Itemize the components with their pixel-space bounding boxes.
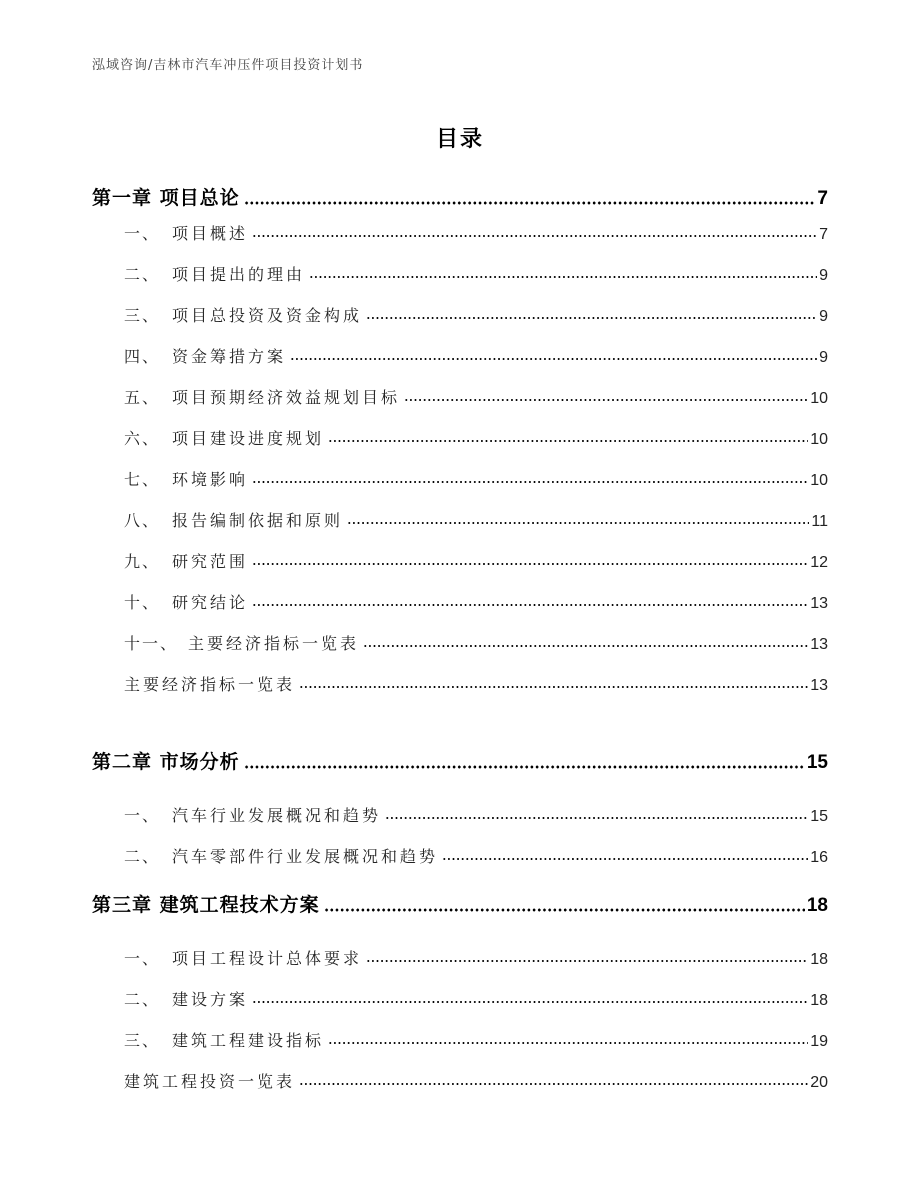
dot-leader — [347, 521, 809, 525]
toc-entry-label: 项目概述 — [172, 224, 249, 243]
toc-entry[interactable] — [0, 839, 920, 867]
toc-page-number: 13 — [810, 595, 828, 612]
toc-page-number: 15 — [810, 808, 828, 825]
dot-leader — [299, 1082, 808, 1086]
dot-leader — [299, 685, 808, 689]
toc-page-number: 16 — [810, 849, 828, 866]
toc-entry[interactable] — [0, 626, 920, 654]
dot-leader — [290, 357, 817, 361]
toc-entry-number: 八、 — [124, 511, 161, 530]
dot-leader — [366, 316, 817, 320]
toc-entry-number: 三、 — [124, 1031, 161, 1050]
toc-page-number: 7 — [817, 188, 828, 209]
toc-entry-number: 五、 — [124, 388, 161, 407]
toc-entry-label: 研究结论 — [172, 593, 249, 612]
toc-entry[interactable] — [0, 585, 920, 613]
toc-page-number: 10 — [810, 431, 828, 448]
toc-entry-label: 汽车行业发展概况和趋势 — [172, 806, 382, 825]
toc-chapter-label: 第二章 市场分析 — [92, 747, 242, 774]
toc-page-number: 9 — [819, 349, 828, 366]
toc-entry-label: 主要经济指标一览表 — [124, 675, 296, 694]
toc-entry-label: 环境影响 — [172, 470, 249, 489]
toc-entry[interactable] — [0, 257, 920, 285]
toc-page-number: 13 — [810, 677, 828, 694]
toc-entry[interactable] — [0, 982, 920, 1010]
toc-entry-label: 建筑工程投资一览表 — [124, 1072, 296, 1091]
toc-entry-label: 建筑工程建设指标 — [172, 1031, 325, 1050]
dot-leader — [385, 816, 808, 820]
dot-leader — [252, 1000, 808, 1004]
toc-entry-label: 项目建设进度规划 — [172, 429, 325, 448]
toc-page-number: 19 — [810, 1033, 828, 1050]
toc-entry-number: 十一、 — [124, 634, 179, 653]
dot-leader — [366, 959, 808, 963]
toc-page-number: 13 — [810, 636, 828, 653]
toc-page-number: 10 — [810, 472, 828, 489]
toc-entry-label: 资金筹措方案 — [172, 347, 287, 366]
toc-entry-number: 二、 — [124, 847, 161, 866]
toc-page-number: 18 — [810, 992, 828, 1009]
toc-entry-label: 主要经济指标一览表 — [188, 634, 360, 653]
toc-entry-label: 项目提出的理由 — [172, 265, 306, 284]
toc-entry-number: 九、 — [124, 552, 161, 571]
dot-leader — [328, 439, 808, 443]
toc-entry-number: 六、 — [124, 429, 161, 448]
toc-entry[interactable] — [0, 667, 920, 695]
toc-page-number: 11 — [811, 513, 828, 530]
toc-entry-label: 项目预期经济效益规划目标 — [172, 388, 401, 407]
toc-chapter-3[interactable] — [0, 889, 920, 917]
toc-entry[interactable] — [0, 216, 920, 244]
toc-page-number: 20 — [810, 1074, 828, 1091]
toc-page-number: 9 — [819, 308, 828, 325]
dot-leader — [363, 644, 808, 648]
toc-page-number: 10 — [810, 390, 828, 407]
toc-entry-number: 一、 — [124, 806, 161, 825]
toc-entry-number: 四、 — [124, 347, 161, 366]
toc-entry-label: 研究范围 — [172, 552, 249, 571]
toc-page-number: 18 — [810, 951, 828, 968]
dot-leader — [324, 908, 805, 912]
toc-title: 目录 — [435, 127, 484, 152]
toc-entry[interactable] — [0, 1064, 920, 1092]
toc-entry[interactable] — [0, 1023, 920, 1051]
toc-entry-number: 七、 — [124, 470, 161, 489]
toc-entry-number: 二、 — [124, 990, 161, 1009]
toc-entry-label: 建设方案 — [172, 990, 249, 1009]
dot-leader — [252, 480, 808, 484]
toc-entry[interactable] — [0, 544, 920, 572]
toc-entry-number: 一、 — [124, 949, 161, 968]
toc-entry-number: 三、 — [124, 306, 161, 325]
dot-leader — [244, 201, 816, 205]
toc-page-number: 15 — [806, 752, 828, 773]
toc-entry[interactable] — [0, 941, 920, 969]
dot-leader — [328, 1041, 808, 1045]
toc-entry[interactable] — [0, 798, 920, 826]
toc-page-number: 12 — [810, 554, 828, 571]
dot-leader — [252, 234, 817, 238]
toc-entry[interactable] — [0, 339, 920, 367]
toc-entry-number: 十、 — [124, 593, 161, 612]
dot-leader — [442, 857, 808, 861]
toc-entry-number: 二、 — [124, 265, 161, 284]
toc-chapter-2[interactable] — [0, 746, 920, 774]
toc-page-number: 7 — [819, 226, 828, 243]
toc-entry[interactable] — [0, 503, 920, 531]
toc-entry-label: 项目工程设计总体要求 — [172, 949, 363, 968]
toc-chapter-label: 第三章 建筑工程技术方案 — [92, 890, 322, 917]
toc-entry-label: 报告编制依据和原则 — [172, 511, 344, 530]
dot-leader — [252, 603, 808, 607]
dot-leader — [252, 562, 808, 566]
toc-entry[interactable] — [0, 421, 920, 449]
dot-leader — [244, 765, 805, 769]
toc-entry-label: 汽车零部件行业发展概况和趋势 — [172, 847, 439, 866]
dot-leader — [404, 398, 808, 402]
toc-chapter-1[interactable] — [0, 182, 920, 210]
dot-leader — [309, 275, 817, 279]
toc-entry[interactable] — [0, 298, 920, 326]
toc-entry-number: 一、 — [124, 224, 161, 243]
toc-entry[interactable] — [0, 380, 920, 408]
running-header: 泓域咨询/吉林市汽车冲压件项目投资计划书 — [92, 58, 364, 73]
toc-entry-label: 项目总投资及资金构成 — [172, 306, 363, 325]
toc-chapter-label: 第一章 项目总论 — [92, 183, 242, 210]
toc-page-number: 9 — [819, 267, 828, 284]
toc-page-number: 18 — [806, 895, 828, 916]
toc-entry[interactable] — [0, 462, 920, 490]
